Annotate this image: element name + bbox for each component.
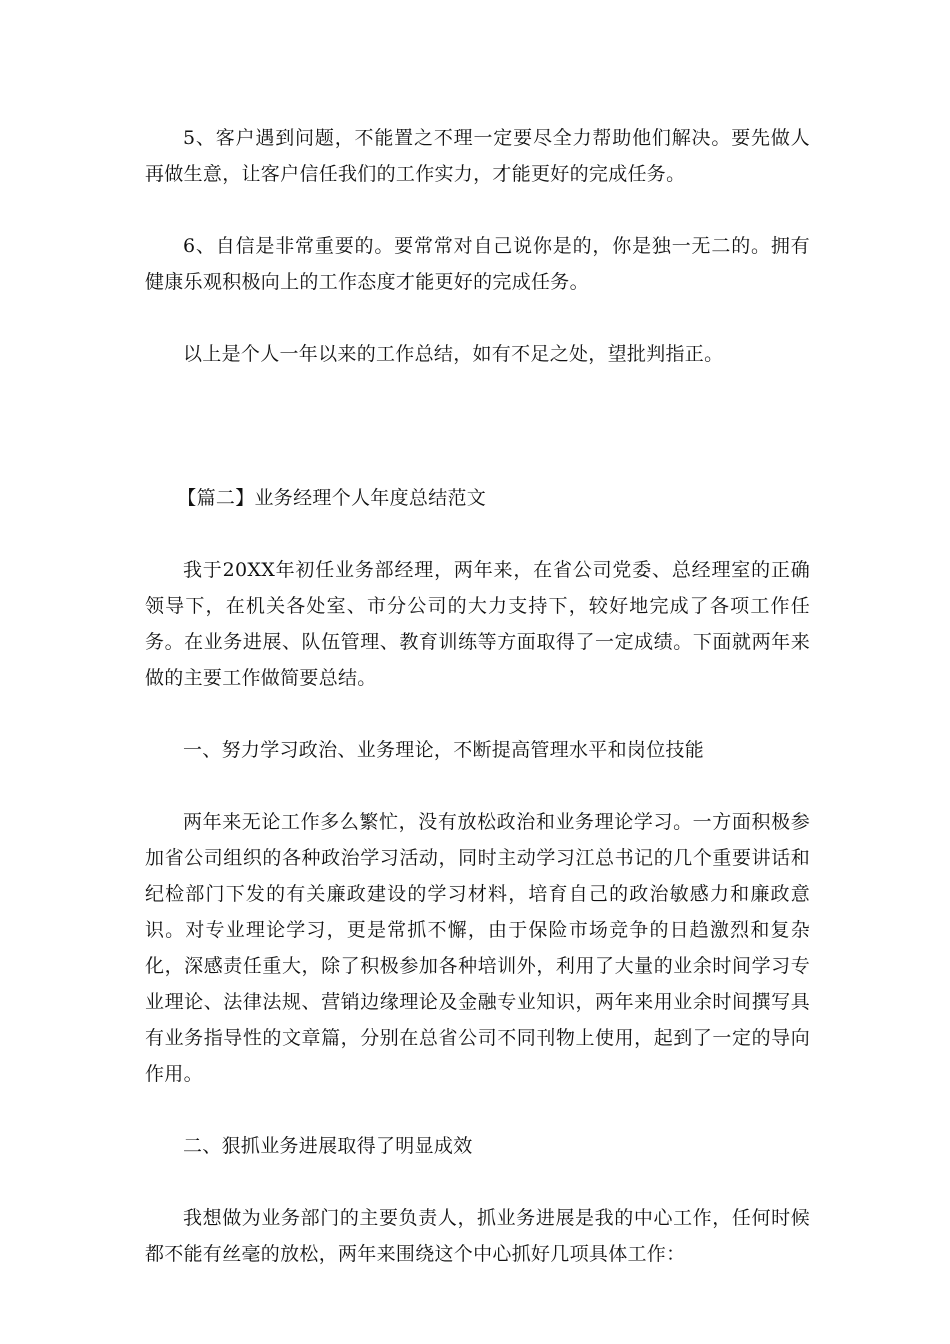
- paragraph-item-6: 6、自信是非常重要的。要常常对自己说你是的，你是独一无二的。拥有健康乐观积极向上的工作态度才能更好的完成任务。: [145, 235, 810, 293]
- paragraph-intro: 我于20XX年初任业务部经理，两年来，在省公司党委、总经理室的正确领导下，在机关各处室、市分公司的大力支持下，较好地完成了各项工作任务。在业务进展、队伍管理、教育训练等方面取得了一定成绩。下面就两年来做的主要工作做简要总结。: [145, 559, 810, 689]
- paragraph-business: 我想做为业务部门的主要负责人，抓业务进展是我的中心工作，任何时候都不能有丝毫的放松，两年来围绕这个中心抓好几项具体工作：: [145, 1207, 810, 1265]
- section-heading-two: 二、狠抓业务进展取得了明显成效: [183, 1135, 473, 1157]
- document-page: [145, 120, 810, 1272]
- paragraph-study: 两年来无论工作多么繁忙，没有放松政治和业务理论学习。一方面积极参加省公司组织的各种政治学习活动，同时主动学习江总书记的几个重要讲话和纪检部门下发的有关廉政建设的学习材料，培育自己的政治敏感力和廉政意识。对专业理论学习，更是常抓不懈，由于保险市场竞争的日趋激烈和复杂化，深感责任重大，除了积极参加各种培训外，利用了大量的业余时间学习专业理论、法律法规、营销边缘理论及金融专业知识，两年来用业余时间撰写具有业务指导性的文章篇，分别在总省公司不同刊物上使用，起到了一定的导向作用。: [145, 811, 810, 1085]
- section-title: 【篇二】业务经理个人年度总结范文: [177, 487, 487, 509]
- section-heading-one: 一、努力学习政治、业务理论，不断提高管理水平和岗位技能: [183, 739, 705, 761]
- paragraph-closing: 以上是个人一年以来的工作总结，如有不足之处，望批判指正。: [183, 343, 724, 365]
- paragraph-item-5: 5、客户遇到问题，不能置之不理一定要尽全力帮助他们解决。要先做人再做生意，让客户信任我们的工作实力，才能更好的完成任务。: [145, 127, 810, 185]
